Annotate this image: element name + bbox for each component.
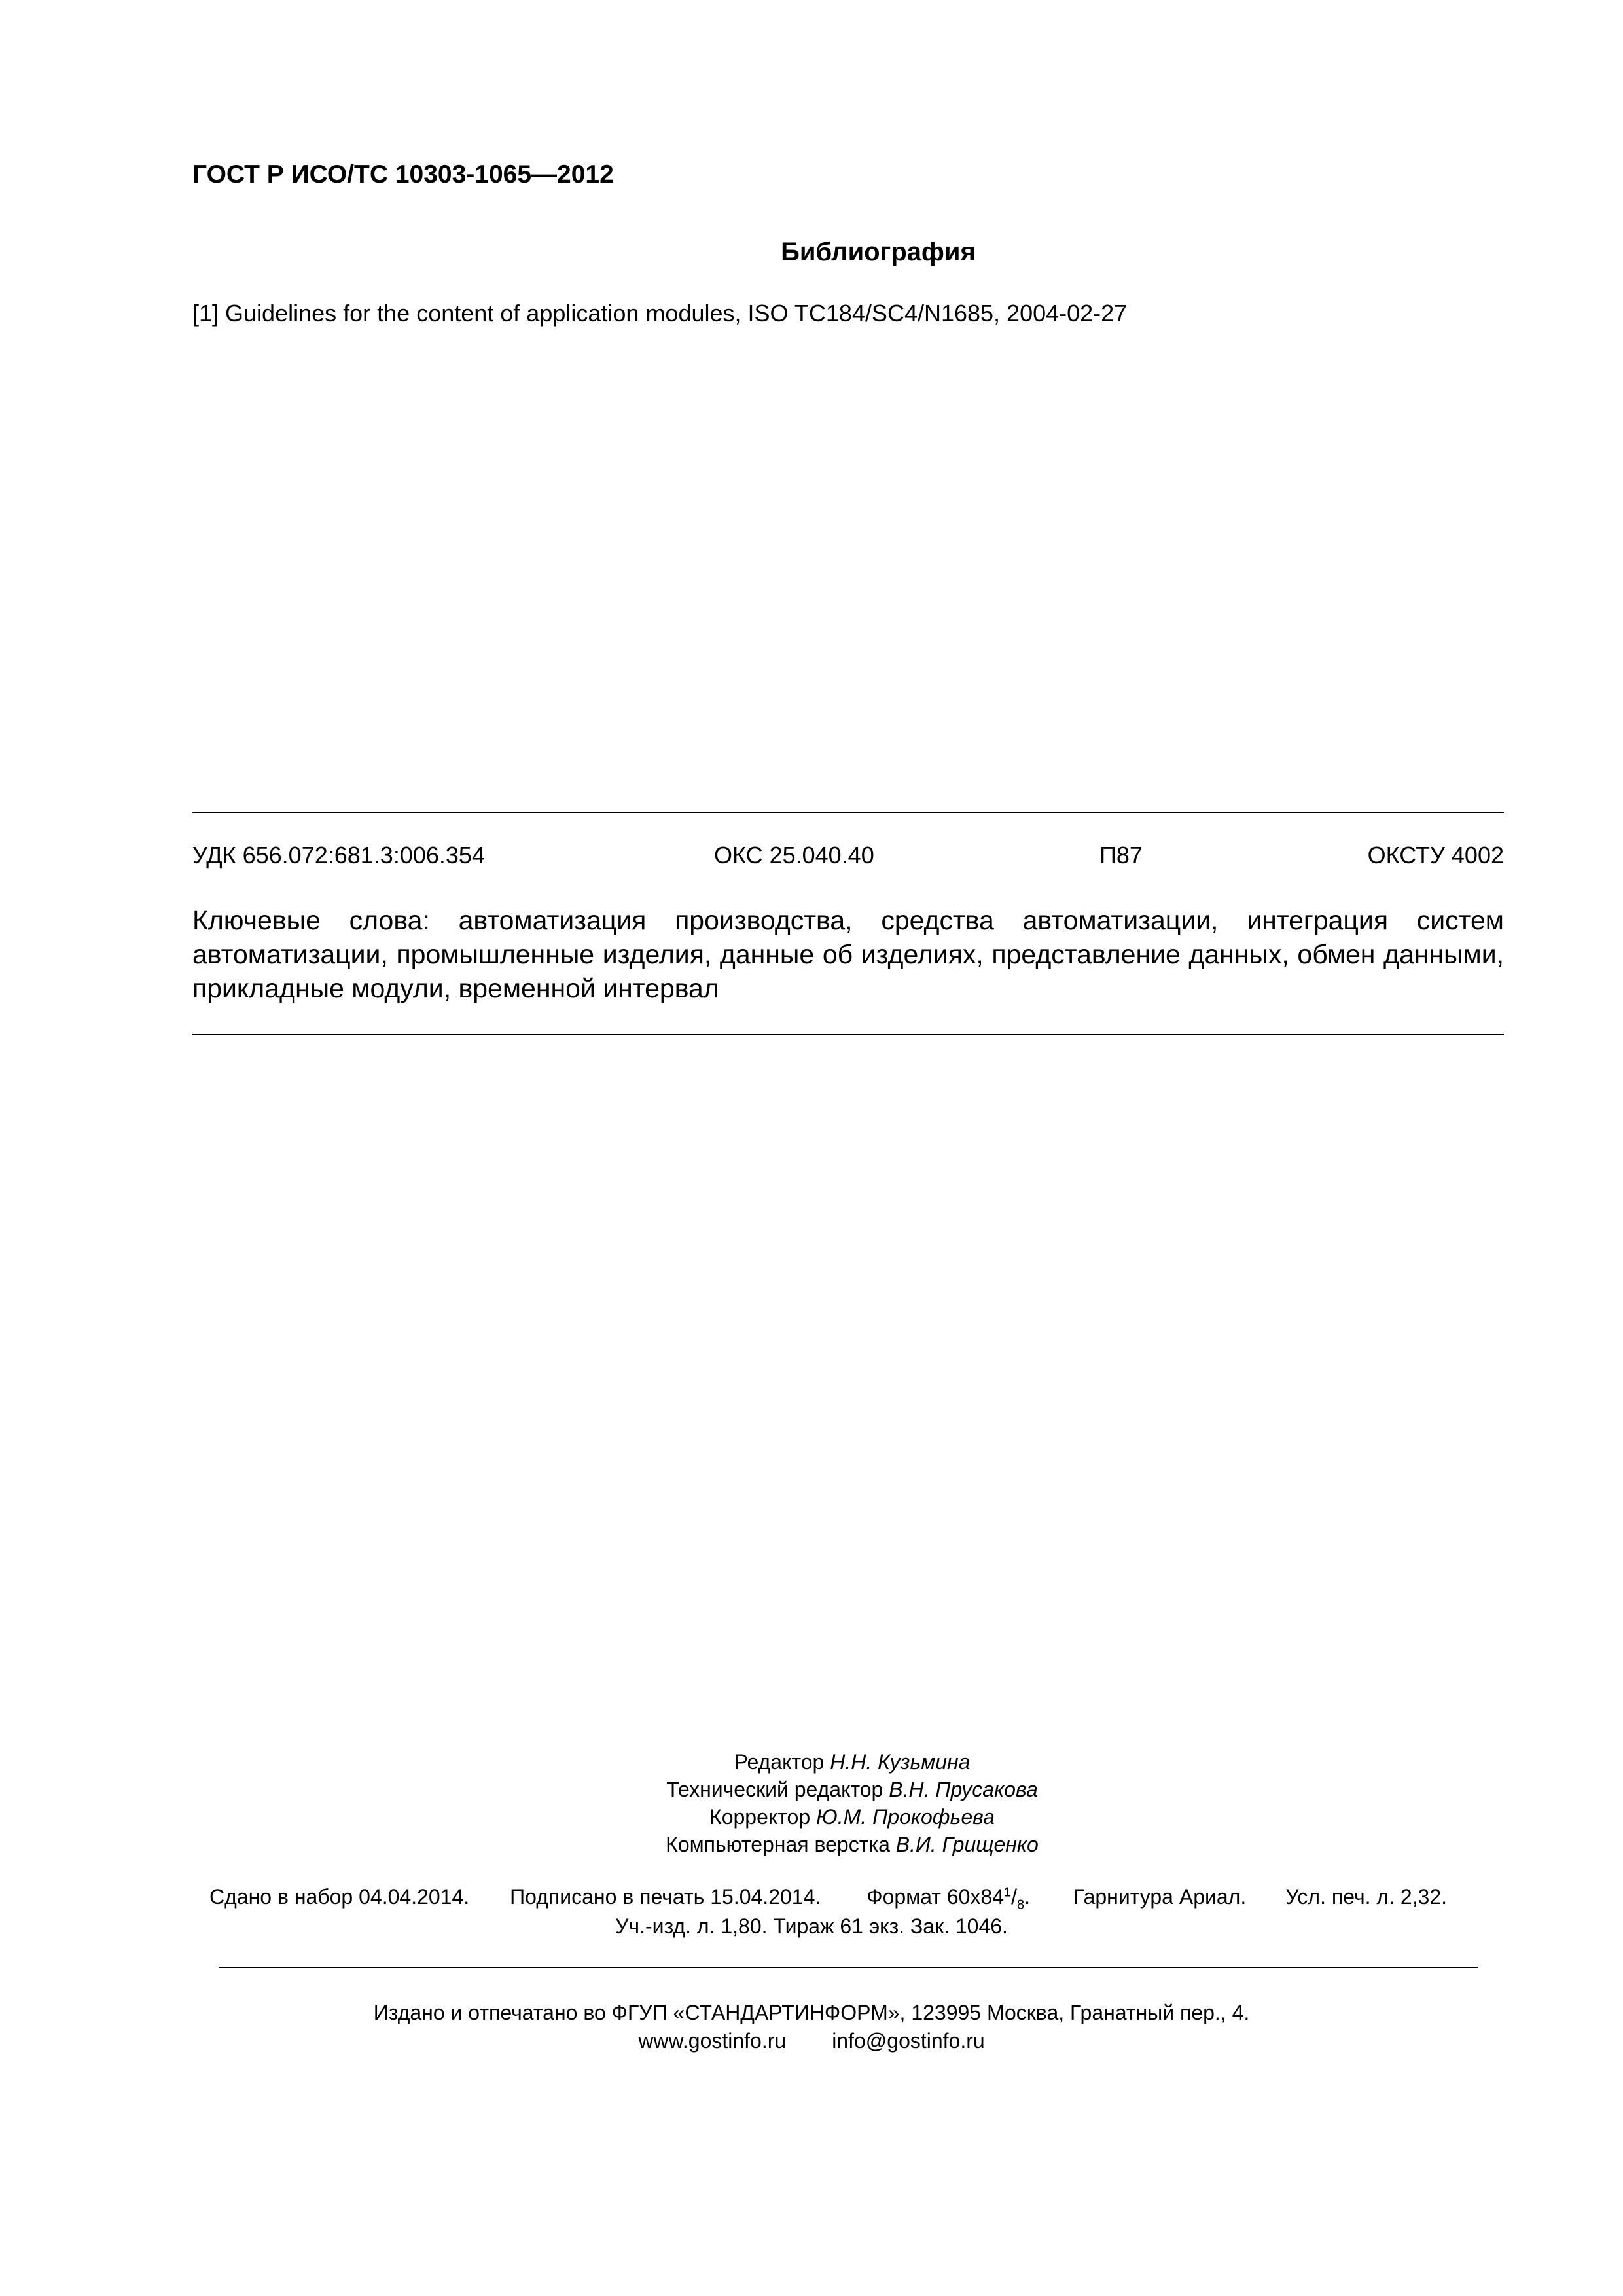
edition-info-line: Уч.-изд. л. 1,80. Тираж 61 экз. Зак. 1046. xyxy=(615,1914,1008,1938)
udk-code: УДК 656.072:681.3:006.354 xyxy=(192,842,485,869)
submitted-date: Сдано в набор 04.04.2014. xyxy=(209,1885,470,1909)
group-code: П87 xyxy=(1099,842,1143,869)
document-code: ГОСТ Р ИСО/ТС 10303-1065—2012 xyxy=(192,160,614,188)
credit-corrector: Корректор Ю.М. Прокофьева xyxy=(709,1805,995,1829)
signed-date: Подписано в печать 15.04.2014. xyxy=(510,1885,821,1909)
oks-code: ОКС 25.040.40 xyxy=(714,842,874,869)
okstu-code: ОКСТУ 4002 xyxy=(1367,842,1504,869)
bibliography-title: Библиография xyxy=(781,238,976,266)
credit-layout: Компьютерная верстка В.И. Грищенко xyxy=(666,1833,1039,1856)
credit-editor: Редактор Н.Н. Кузьмина xyxy=(734,1750,971,1774)
keywords-paragraph: Ключевые слова: автоматизация производства, средства автоматизации, интеграция систем автоматизации, промышленные изделия, данные об изделиях, представление данных, обмен данными, прикладные модули, временной интервал xyxy=(192,905,1504,1003)
format-info: Формат $60x84^1/_8$. xyxy=(866,1885,1031,1912)
publisher-info: Издано и отпечатано во ФГУП «СТАНДАРТИНФОРМ», 123995 Москва, Гранатный пер., 4. xyxy=(373,2001,1250,2024)
credit-tech-editor: Технический редактор В.Н. Прусакова xyxy=(666,1778,1038,1801)
divider-top xyxy=(192,812,1504,813)
bibliography-item: [1] Guidelines for the content of application modules, ISO TC184/SC4/N1685, 2004-02-27 xyxy=(192,300,1128,327)
print-sheets-info: Усл. печ. л. 2,32. xyxy=(1285,1885,1448,1909)
email-link[interactable]: info@gostinfo.ru xyxy=(832,2029,985,2053)
divider-middle xyxy=(192,1034,1504,1035)
website-link[interactable]: www.gostinfo.ru xyxy=(638,2029,787,2053)
typeface-info: Гарнитура Ариал. xyxy=(1073,1885,1247,1909)
credits-block xyxy=(0,1748,1623,1858)
divider-bottom xyxy=(219,1967,1478,1968)
contact-line xyxy=(0,2029,1623,2053)
print-info-line xyxy=(209,1885,1447,1912)
